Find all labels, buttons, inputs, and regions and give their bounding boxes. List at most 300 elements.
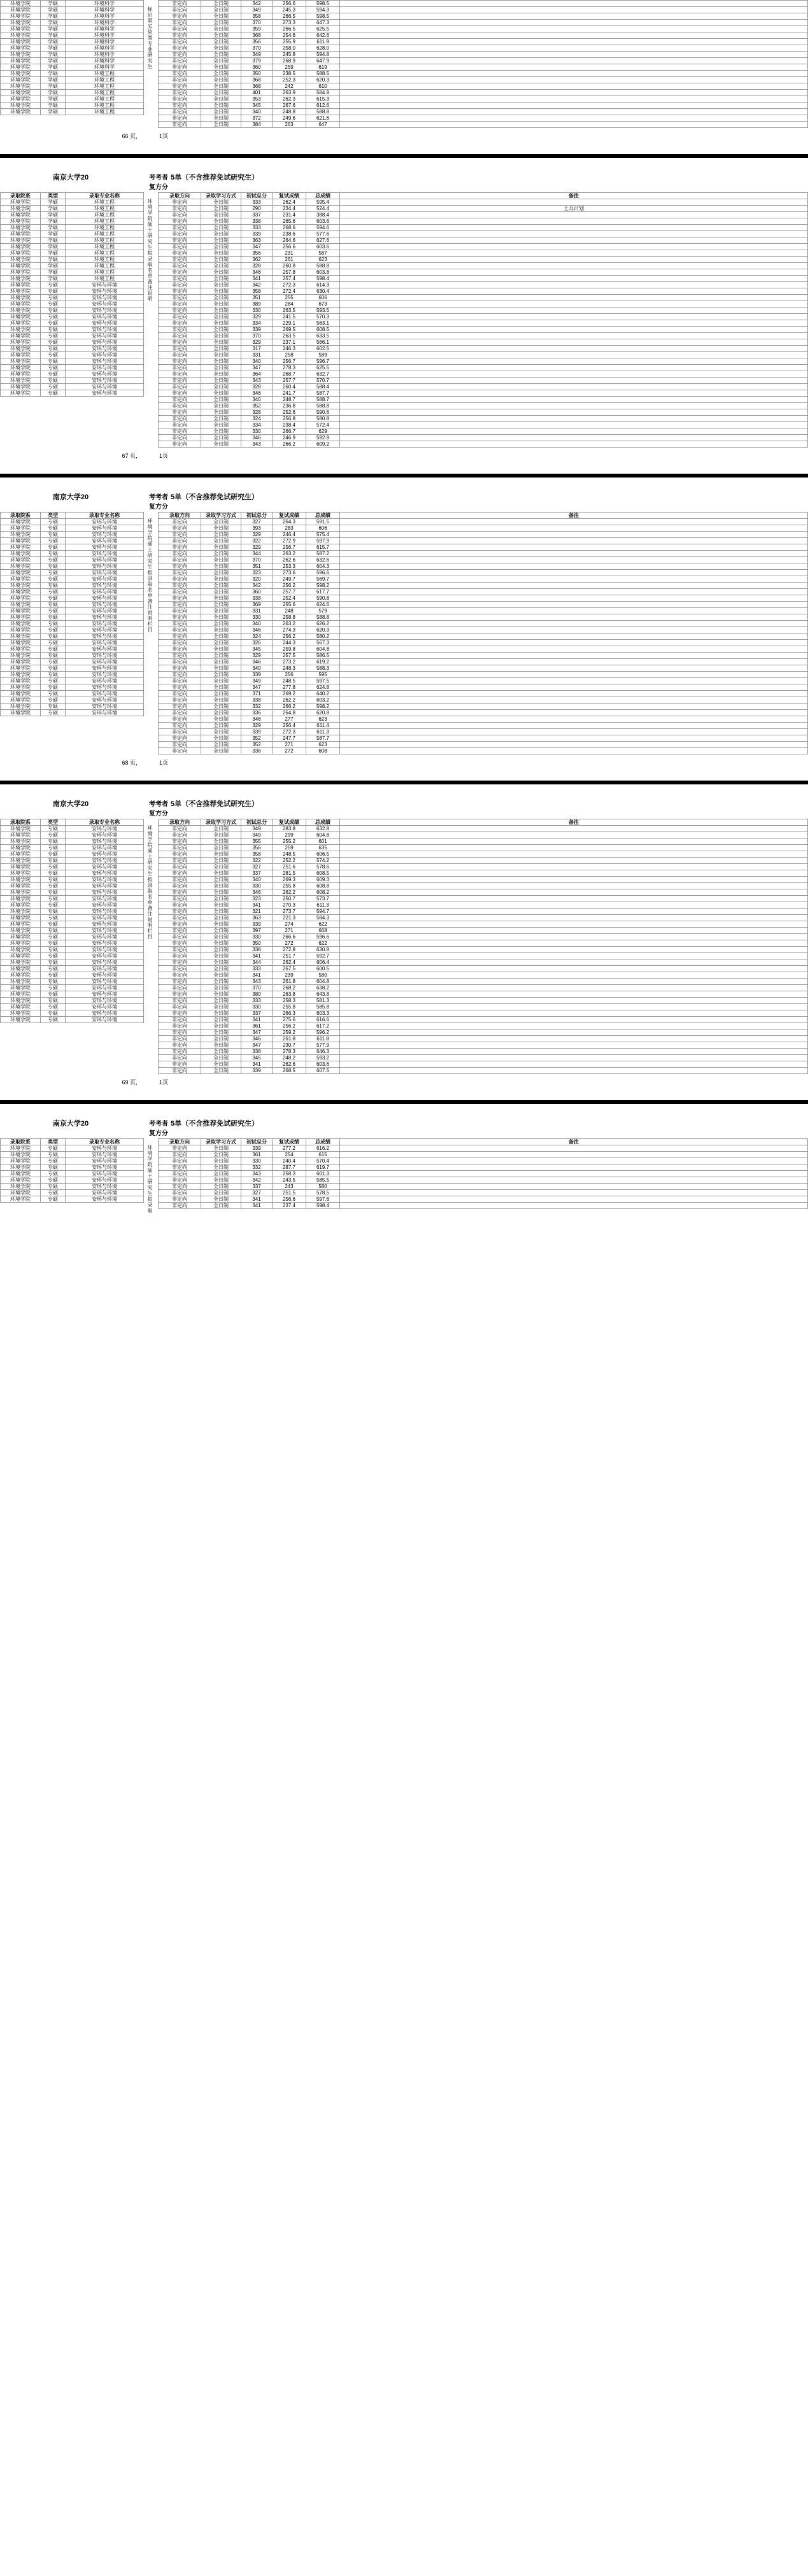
cell-dept: 环境学院: [1, 602, 41, 608]
table-row: [159, 199, 808, 206]
table-row: [159, 237, 808, 244]
table-row: [159, 748, 808, 754]
cell-initial-score: 341: [241, 276, 273, 282]
cell-total-score: 624.6: [306, 602, 340, 608]
exam-sub-text: 复方分: [149, 810, 168, 817]
table-row: [159, 864, 808, 870]
cell-retest-score: 283.8: [273, 826, 306, 832]
cell-type: 专硕: [41, 839, 66, 845]
cell-retest-score: 263.8: [273, 991, 306, 998]
table-row: [1, 889, 144, 896]
cell-direction: 非定向: [159, 748, 201, 754]
header-dept: 录取院系: [1, 1139, 41, 1145]
cell-note: [340, 557, 808, 563]
cell-retest-score: 256.2: [273, 1023, 306, 1030]
cell-direction: 非定向: [159, 858, 201, 864]
cell-note: [340, 940, 808, 947]
cell-type: 专硕: [41, 653, 66, 659]
cell-retest-score: 266.3: [273, 1010, 306, 1017]
cell-direction: 非定向: [159, 723, 201, 729]
cell-note: [340, 263, 808, 269]
cell-note: [340, 422, 808, 428]
cell-total-score: 632.8: [306, 826, 340, 832]
cell-initial-score: 347: [241, 244, 273, 250]
cell-dept: 环境学院: [1, 959, 41, 966]
table-row: [1, 244, 144, 250]
cell-initial-score: 321: [241, 909, 273, 915]
cell-initial-score: 331: [241, 352, 273, 358]
table-row: [159, 435, 808, 441]
cell-total-score: 587.7: [306, 735, 340, 742]
vertical-label: 环境学院硕士研究生拟录取名单备注说明: [147, 199, 153, 302]
table-row: [1, 826, 144, 832]
university-title: 南京大学20: [52, 493, 89, 501]
cell-direction: 非定向: [159, 1184, 201, 1190]
cell-type: 专硕: [41, 1171, 66, 1177]
cell-major: 环境科学: [66, 13, 144, 20]
cell-initial-score: 323: [241, 570, 273, 576]
vertical-label: 环境学院硕士研究生拟录取名单备注说明栏目: [147, 825, 153, 940]
table-row: [159, 314, 808, 320]
cell-study-mode: 全日制: [201, 716, 241, 723]
cell-note: [340, 851, 808, 858]
cell-initial-score: 332: [241, 704, 273, 710]
cell-total-score: 617.2: [306, 1023, 340, 1030]
cell-direction: 非定向: [159, 1004, 201, 1010]
cell-study-mode: 全日制: [201, 45, 241, 52]
vertical-label-wrap: [141, 512, 158, 633]
page-number: 66 页，: [122, 133, 141, 139]
cell-total-score: 577.9: [306, 1042, 340, 1049]
cell-note: [340, 870, 808, 877]
table-row: [1, 608, 144, 614]
cell-dept: 环境学院: [1, 32, 41, 39]
header-note: 备注: [340, 1139, 808, 1145]
cell-total-score: 574.2: [306, 858, 340, 864]
cell-study-mode: 全日制: [201, 621, 241, 627]
cell-dept: 环境学院: [1, 58, 41, 64]
cell-total-score: 647.3: [306, 20, 340, 26]
cell-total-score: 619.2: [306, 659, 340, 665]
cell-initial-score: 362: [241, 257, 273, 263]
cell-study-mode: 全日制: [201, 231, 241, 237]
cell-dept: 环境学院: [1, 276, 41, 282]
cell-major: 安环与环境: [66, 614, 144, 621]
right-table: [158, 1138, 808, 1209]
cell-note: [340, 58, 808, 64]
cell-retest-score: 261: [273, 257, 306, 263]
cell-study-mode: 全日制: [201, 333, 241, 339]
cell-retest-score: 278.3: [273, 365, 306, 371]
cell-total-score: 592.7: [306, 953, 340, 959]
cell-study-mode: 全日制: [201, 748, 241, 754]
cell-retest-score: 243: [273, 1184, 306, 1190]
cell-initial-score: 340: [241, 397, 273, 403]
table-row: [1, 365, 144, 371]
cell-retest-score: 262.3: [273, 96, 306, 103]
cell-direction: 非定向: [159, 716, 201, 723]
cell-retest-score: 247.7: [273, 735, 306, 742]
cell-retest-score: 245.8: [273, 52, 306, 58]
cell-total-score: 602.5: [306, 346, 340, 352]
cell-retest-score: 248.7: [273, 397, 306, 403]
exam-sub-text: 复方分: [149, 504, 168, 511]
cell-note: [340, 199, 808, 206]
cell-dept: 环境学院: [1, 665, 41, 672]
cell-major: 安环与环境: [66, 665, 144, 672]
cell-type: 专硕: [41, 947, 66, 953]
cell-study-mode: 全日制: [201, 519, 241, 525]
cell-type: 专硕: [41, 1017, 66, 1023]
cell-note: [340, 378, 808, 384]
cell-type: 专硕: [41, 544, 66, 551]
cell-retest-score: 250.7: [273, 896, 306, 902]
cell-retest-score: 299: [273, 832, 306, 839]
cell-dept: 环境学院: [1, 308, 41, 314]
cell-major: 安环与环境: [66, 691, 144, 697]
table-row: [1, 832, 144, 839]
table-row: [159, 697, 808, 704]
cell-retest-score: 274.3: [273, 627, 306, 633]
cell-major: 安环与环境: [66, 684, 144, 691]
cell-initial-score: 337: [241, 212, 273, 218]
table-row: [159, 532, 808, 538]
cell-type: 专硕: [41, 378, 66, 384]
table-row: [1, 212, 144, 218]
cell-total-score: 591.5: [306, 519, 340, 525]
cell-study-mode: 全日制: [201, 710, 241, 716]
cell-study-mode: 全日制: [201, 602, 241, 608]
cell-type: 专硕: [41, 646, 66, 653]
cell-direction: 非定向: [159, 282, 201, 288]
cell-dept: 环境学院: [1, 1177, 41, 1184]
cell-dept: 环境学院: [1, 7, 41, 13]
cell-retest-score: 234.4: [273, 206, 306, 212]
table-row: [1, 320, 144, 327]
table-row: [159, 115, 808, 122]
cell-note: [340, 532, 808, 538]
cell-note: [340, 1184, 808, 1190]
cell-study-mode: 全日制: [201, 288, 241, 295]
cell-study-mode: 全日制: [201, 218, 241, 225]
cell-note: 士兵计划: [340, 206, 808, 212]
cell-note: [340, 352, 808, 358]
cell-retest-score: 258.0: [273, 45, 306, 52]
cell-retest-score: 240.4: [273, 1158, 306, 1164]
cell-type: 专硕: [41, 1158, 66, 1164]
cell-major: 安环与环境: [66, 384, 144, 390]
cell-direction: 非定向: [159, 263, 201, 269]
table-row: [159, 576, 808, 583]
table-row: [159, 902, 808, 909]
cell-type: 学硕: [41, 263, 66, 269]
cell-note: [340, 934, 808, 940]
cell-type: 专硕: [41, 627, 66, 633]
cell-note: [340, 684, 808, 691]
cell-note: [340, 633, 808, 640]
cell-dept: 环境学院: [1, 608, 41, 614]
table-row: [1, 544, 144, 551]
cell-retest-score: 266.5: [273, 26, 306, 32]
table-row: [159, 96, 808, 103]
table-row: [159, 1061, 808, 1068]
cell-direction: 非定向: [159, 358, 201, 365]
table-row: [1, 1158, 144, 1164]
cell-major: 安环与环境: [66, 621, 144, 627]
cell-major: 安环与环境: [66, 371, 144, 378]
cell-note: [340, 672, 808, 678]
cell-initial-score: 338: [241, 218, 273, 225]
vertical-label-wrap: [141, 1138, 158, 1214]
cell-direction: 非定向: [159, 333, 201, 339]
cell-direction: 非定向: [159, 441, 201, 448]
cell-retest-score: 283: [273, 525, 306, 532]
cell-study-mode: 全日制: [201, 199, 241, 206]
exam-label: [149, 798, 168, 817]
cell-type: 专硕: [41, 295, 66, 301]
cell-initial-score: 345: [241, 1055, 273, 1061]
right-table: [158, 819, 808, 1074]
result-page: [0, 0, 808, 145]
table-row: [1, 301, 144, 308]
cell-study-mode: 全日制: [201, 991, 241, 998]
list-title: 5单（不含推荐免试研究生）: [171, 493, 259, 501]
cell-retest-score: 262.2: [273, 889, 306, 896]
cell-dept: 环境学院: [1, 519, 41, 525]
vertical-label-wrap: [141, 192, 158, 302]
cell-initial-score: 346: [241, 269, 273, 276]
right-header-row: [159, 1139, 808, 1145]
cell-retest-score: 266.2: [273, 441, 306, 448]
cell-retest-score: 239: [273, 972, 306, 979]
cell-total-score: 594.3: [306, 7, 340, 13]
table-row: [1, 525, 144, 532]
cell-retest-score: 277: [273, 716, 306, 723]
cell-major: 环境工程: [66, 71, 144, 77]
cell-total-score: 616.6: [306, 1017, 340, 1023]
cell-initial-score: 346: [241, 889, 273, 896]
cell-retest-score: 272: [273, 940, 306, 947]
cell-note: [340, 13, 808, 20]
cell-study-mode: 全日制: [201, 742, 241, 748]
cell-type: 学硕: [41, 77, 66, 83]
cell-study-mode: 全日制: [201, 1068, 241, 1074]
table-row: [159, 390, 808, 397]
table-row: [1, 959, 144, 966]
header-major: 录取专业名称: [66, 513, 144, 519]
cell-major: 环境科学: [66, 32, 144, 39]
table-row: [159, 39, 808, 45]
cell-note: [340, 244, 808, 250]
cell-total-score: 604.8: [306, 832, 340, 839]
cell-retest-score: 268.2: [273, 985, 306, 991]
table-row: [1, 90, 144, 96]
cell-initial-score: 370: [241, 45, 273, 52]
cell-direction: 非定向: [159, 633, 201, 640]
cell-note: [340, 435, 808, 441]
table-row: [159, 672, 808, 678]
header-study-mode: 录取学习方式: [201, 1139, 241, 1145]
cell-dept: 环境学院: [1, 953, 41, 959]
cell-study-mode: 全日制: [201, 308, 241, 314]
cell-type: 学硕: [41, 225, 66, 231]
header-total-score: 总成绩: [306, 193, 340, 199]
cell-direction: 非定向: [159, 525, 201, 532]
cell-major: 安环与环境: [66, 1164, 144, 1171]
cell-initial-score: 341: [241, 902, 273, 909]
cell-total-score: 577.6: [306, 231, 340, 237]
cell-initial-score: 401: [241, 90, 273, 96]
table-row: [159, 972, 808, 979]
cell-initial-score: 342: [241, 1, 273, 7]
cell-study-mode: 全日制: [201, 371, 241, 378]
result-page: [0, 172, 808, 465]
cell-initial-score: 317: [241, 346, 273, 352]
cell-retest-score: 273.7: [273, 909, 306, 915]
cell-initial-score: 336: [241, 710, 273, 716]
table-row: [159, 422, 808, 428]
cell-major: 安环与环境: [66, 998, 144, 1004]
cell-type: 学硕: [41, 32, 66, 39]
table-row: [159, 64, 808, 71]
cell-type: 专硕: [41, 525, 66, 532]
cell-retest-score: 262.4: [273, 199, 306, 206]
cell-type: 专硕: [41, 991, 66, 998]
table-row: [1, 877, 144, 883]
cell-retest-score: 266.5: [273, 13, 306, 20]
cell-direction: 非定向: [159, 928, 201, 934]
cell-direction: 非定向: [159, 288, 201, 295]
cell-dept: 环境学院: [1, 991, 41, 998]
cell-note: [340, 985, 808, 991]
table-row: [159, 640, 808, 646]
cell-study-mode: 全日制: [201, 1177, 241, 1184]
cell-major: 安环与环境: [66, 576, 144, 583]
cell-initial-score: 324: [241, 633, 273, 640]
cell-total-score: 620.3: [306, 77, 340, 83]
cell-direction: 非定向: [159, 959, 201, 966]
cell-study-mode: 全日制: [201, 403, 241, 409]
cell-dept: 环境学院: [1, 896, 41, 902]
cell-total-score: 630.8: [306, 947, 340, 953]
header-initial-score: 初试总分: [241, 513, 273, 519]
cell-type: 学硕: [41, 96, 66, 103]
cell-initial-score: 320: [241, 576, 273, 583]
cell-dept: 环境学院: [1, 384, 41, 390]
cell-dept: 环境学院: [1, 589, 41, 595]
exam-label-text: 考考者: [149, 801, 168, 808]
table-row: [159, 921, 808, 928]
cell-dept: 环境学院: [1, 237, 41, 244]
cell-major: 环境工程: [66, 77, 144, 83]
cell-total-score: 607.5: [306, 1068, 340, 1074]
cell-study-mode: 全日制: [201, 921, 241, 928]
cell-study-mode: 全日制: [201, 928, 241, 934]
cell-total-score: 619.7: [306, 1164, 340, 1171]
vertical-label-column: [141, 192, 158, 302]
cell-initial-score: 330: [241, 1158, 273, 1164]
cell-major: 环境科学: [66, 39, 144, 45]
cell-dept: 环境学院: [1, 1184, 41, 1190]
cell-dept: 环境学院: [1, 646, 41, 653]
cell-total-score: 601: [306, 839, 340, 845]
table-row: [159, 1017, 808, 1023]
cell-study-mode: 全日制: [201, 672, 241, 678]
table-row: [159, 896, 808, 902]
cell-initial-score: 349: [241, 52, 273, 58]
cell-direction: 非定向: [159, 1171, 201, 1177]
table-row: [159, 269, 808, 276]
cell-study-mode: 全日制: [201, 301, 241, 308]
cell-initial-score: 290: [241, 206, 273, 212]
cell-study-mode: 全日制: [201, 1203, 241, 1209]
cell-study-mode: 全日制: [201, 653, 241, 659]
cell-initial-score: 329: [241, 339, 273, 346]
vertical-label-wrap: [141, 819, 158, 940]
cell-type: 专硕: [41, 659, 66, 665]
cell-note: [340, 276, 808, 282]
cell-direction: 非定向: [159, 966, 201, 972]
table-row: [1, 206, 144, 212]
cell-initial-score: 380: [241, 991, 273, 998]
cell-major: 安环与环境: [66, 1184, 144, 1190]
cell-note: [340, 218, 808, 225]
cell-major: 安环与环境: [66, 538, 144, 544]
cell-type: 专硕: [41, 665, 66, 672]
table-row: [159, 77, 808, 83]
cell-note: [340, 909, 808, 915]
cell-dept: 环境学院: [1, 851, 41, 858]
cell-major: 安环与环境: [66, 877, 144, 883]
cell-direction: 非定向: [159, 7, 201, 13]
cell-note: [340, 826, 808, 832]
cell-direction: 非定向: [159, 864, 201, 870]
cell-total-score: 590.6: [306, 409, 340, 416]
cell-retest-score: 272.4: [273, 288, 306, 295]
cell-type: 专硕: [41, 915, 66, 921]
cell-total-score: 606: [306, 295, 340, 301]
cell-study-mode: 全日制: [201, 39, 241, 45]
cell-initial-score: 339: [241, 327, 273, 333]
table-row: [1, 13, 144, 20]
left-table: [0, 192, 144, 397]
cell-major: 环境工程: [66, 237, 144, 244]
table-row: [1, 199, 144, 206]
cell-type: 专硕: [41, 308, 66, 314]
cell-type: 专硕: [41, 889, 66, 896]
page-columns: [0, 0, 808, 128]
table-row: [159, 684, 808, 691]
cell-direction: 非定向: [159, 52, 201, 58]
cell-note: [340, 45, 808, 52]
page-count: 1页: [159, 760, 169, 766]
cell-study-mode: 全日制: [201, 1017, 241, 1023]
result-page: [0, 798, 808, 1091]
cell-type: 学硕: [41, 199, 66, 206]
cell-direction: 非定向: [159, 595, 201, 602]
table-row: [1, 953, 144, 959]
cell-total-score: 603.8: [306, 269, 340, 276]
cell-major: 安环与环境: [66, 1171, 144, 1177]
cell-direction: 非定向: [159, 640, 201, 646]
cell-total-score: 632.6: [306, 557, 340, 563]
cell-retest-score: 272.3: [273, 282, 306, 288]
cell-retest-score: 269.5: [273, 327, 306, 333]
table-row: [159, 832, 808, 839]
cell-initial-score: 333: [241, 225, 273, 231]
cell-direction: 非定向: [159, 250, 201, 257]
cell-note: [340, 979, 808, 985]
